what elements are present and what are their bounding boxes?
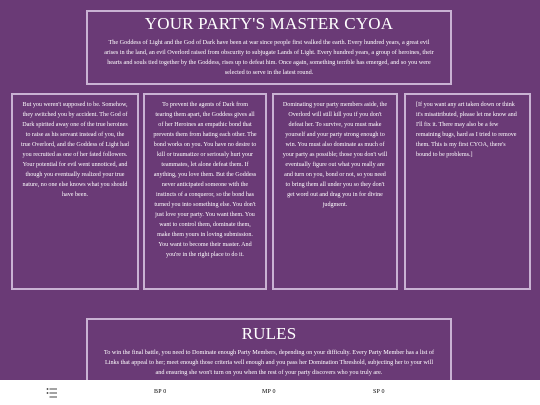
story-panel-text: To prevent the agents of Dark from tearing them apart, the Goddess gives all of her Heroines an empathic bond that prevents them from hating each other. The bond works on you. You have no desire to kill or traumatize or seriously hurt your teammates, let alone defeat them. If anything, you love them. But the Goddess never anticipated someone with the instincts of a conqueror, so the bond has turned you into something else. You don't just love your party. You want them. You want to control them, dominate them, make them yours in loving submission. You want to become their master. And you're in the right place to do it. <box>153 102 257 258</box>
intro-title: YOUR PARTY'S MASTER CYOA <box>144 14 394 33</box>
rules-panel <box>86 318 452 388</box>
disclaimer-text: [If you want any art taken down or think it's misattributed, please let me know and I'll fix it. There may also be a few remaining bugs, hard as I tried to remove them. This is my first CYOA, there's bound to be problems.] <box>416 102 517 158</box>
disclaimer-panel <box>404 93 531 290</box>
story-panel-1 <box>11 93 139 290</box>
points-bar <box>0 380 540 405</box>
story-panel-2 <box>143 93 267 290</box>
bp-counter: BP 0 <box>154 389 167 395</box>
intro-text: The Goddess of Light and the God of Dark have been at war since people first walked the earth. Every hundred years, a great evil arises in the land, an evil Overlord raised from obscurity to subjugate Lands of Light. Every hundred years, a group of heroines, their hearts and souls tied together by the Goddess, rises up to defeat him. Once again, something terrible has emerged, and so you were selected to serve in the latest round. <box>104 39 434 76</box>
story-panel-text: Dominating your party members aside, the Overlord will still kill you if you don't defeat her. To survive, you must make yourself and your party strong enough to win. You must also dominate as much of your party as possible; those you don't will eventually figure out what you really are and turn on you, bond or not, so you need to bring them all under you so they don't get word out and drag you in for divine judgment. <box>282 102 388 208</box>
sp-counter: SP 0 <box>373 389 385 395</box>
story-panel-text: But you weren't supposed to be. Somehow, they switched you by accident. The God of Dark spirited away one of the true heroines to raise as his servant instead of you, the true Overlord, and the Goddess of Light had you recruited as one of her fated followers. Your potential for evil went unnoticed, and though you eventually realized your true nature, no one else knows what you should have been. <box>21 102 129 198</box>
rules-title: RULES <box>241 324 297 343</box>
intro-panel <box>86 10 452 85</box>
story-panel-3 <box>272 93 398 290</box>
rules-text: To win the final battle, you need to Dominate enough Party Members, depending on your difficulty. Every Party Member has a list of Links that appeal to her; meet enough those criteria well enough and you pass her Domination Threshold, subjecting her to your will and ensuring she won't turn on you when the rest of your party discovers who you truly are. <box>103 349 435 376</box>
mp-counter: MP 0 <box>262 389 276 395</box>
menu-list-icon[interactable] <box>46 386 58 398</box>
